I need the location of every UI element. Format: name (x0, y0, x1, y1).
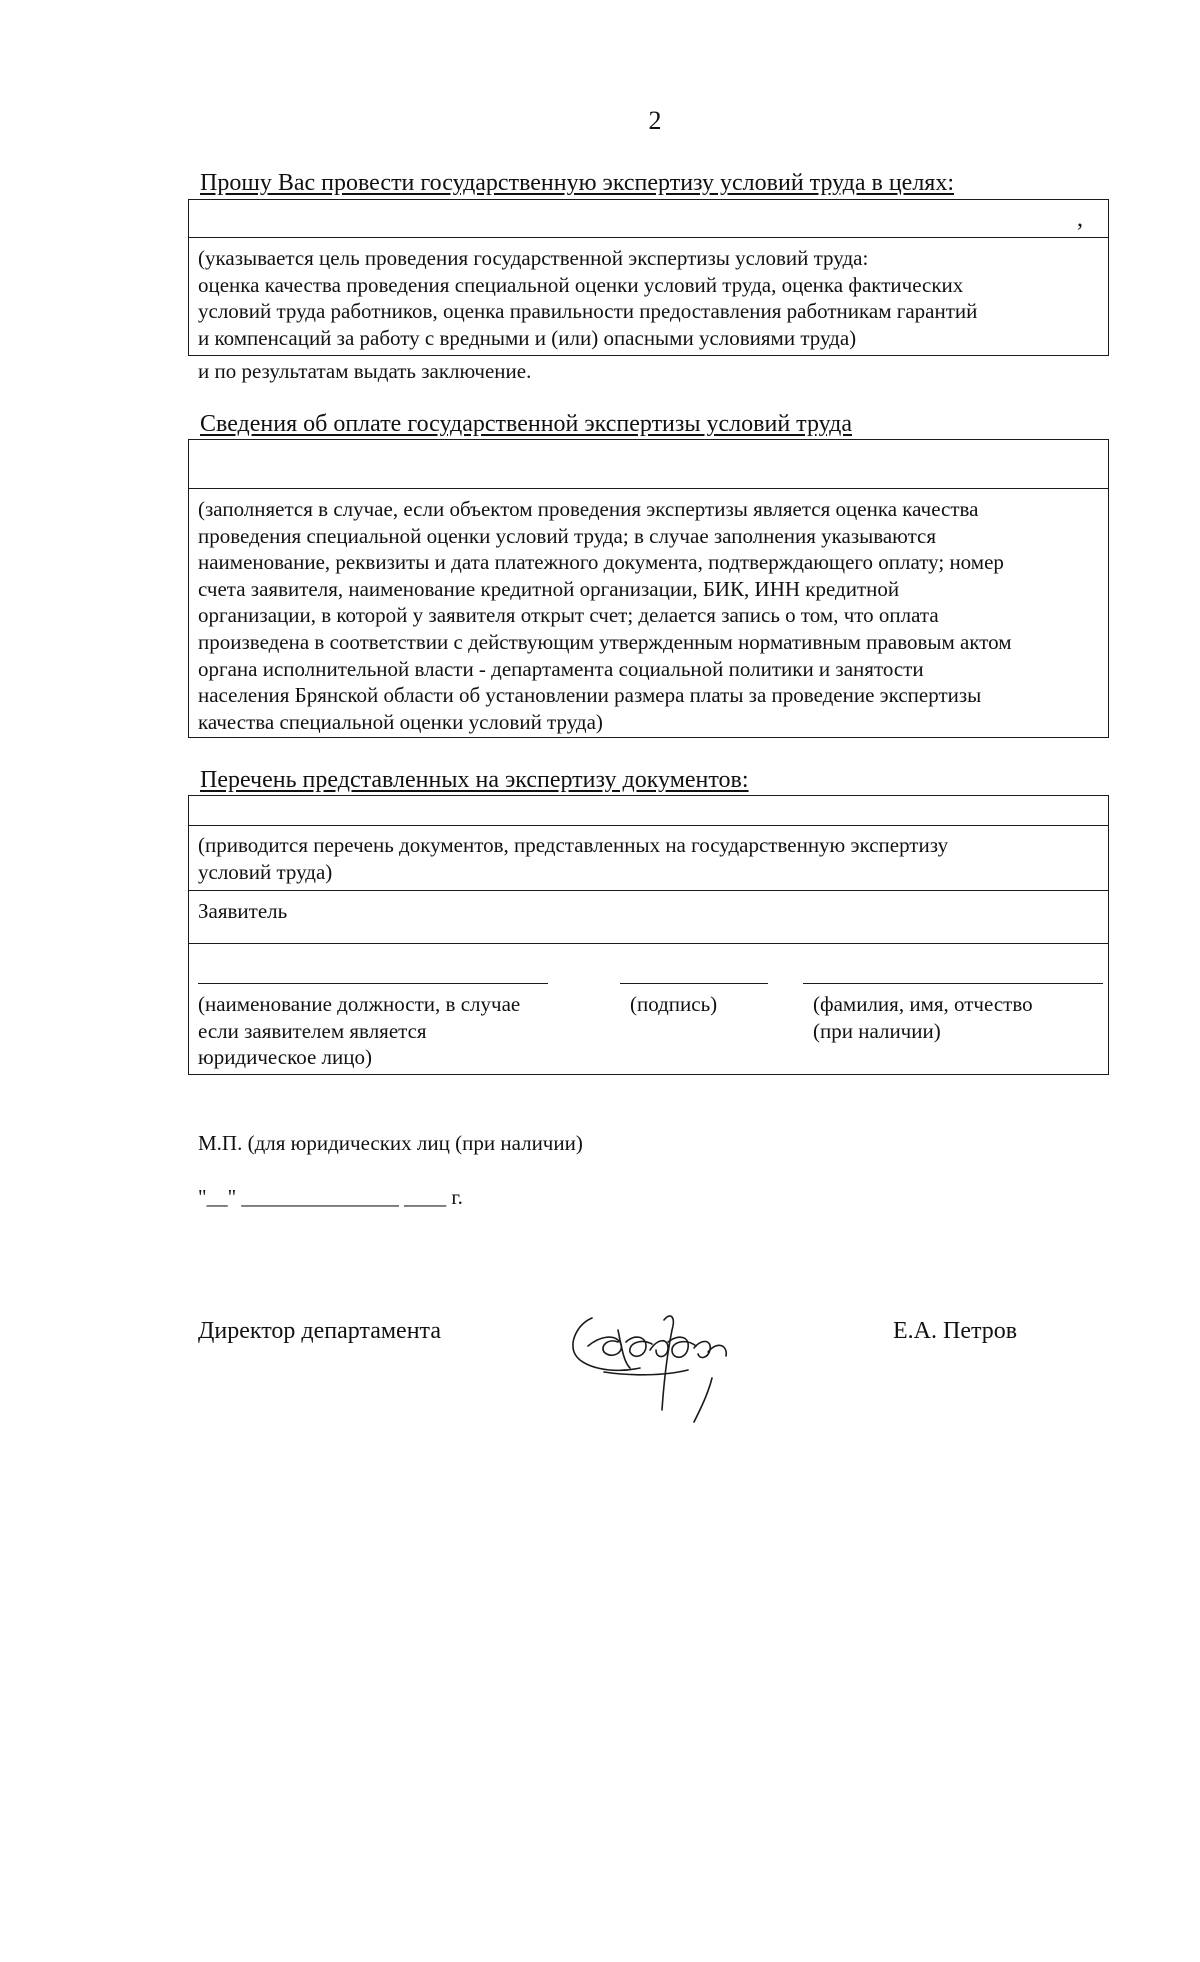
director-title: Директор департамента (198, 1318, 441, 1344)
payment-input-field[interactable] (190, 441, 1107, 487)
purpose-input-field[interactable] (189, 200, 1067, 238)
applicant-label: Заявитель (198, 899, 288, 923)
name-note: (фамилия, имя, отчество (при наличии) (813, 992, 1033, 1043)
name-line[interactable] (803, 983, 1103, 984)
page-number: 2 (648, 106, 662, 135)
applicant-divider-bottom (188, 943, 1109, 944)
handwritten-signature (560, 1290, 780, 1430)
stamp-text: М.П. (для юридических лиц (при наличии) (198, 1131, 583, 1155)
purpose-note: (указывается цель проведения государственной экспертизы условий труда: оценка качества проведения специальной оценки условий труда, оценка фактических условий труда работников, оценка правильности предоставления работникам гарантий и компенсаций за работу с вредными и (или) опасными условиями труда) (198, 246, 978, 350)
request-heading: Прошу Вас провести государственную экспертизу условий труда в целях: (200, 170, 955, 196)
position-note: (наименование должности, в случае если заявителем является юридическое лицо) (198, 992, 521, 1070)
applicant-divider-top (188, 890, 1109, 891)
date-line[interactable]: "__" _______________ ____ г. (198, 1185, 463, 1209)
payment-divider (188, 488, 1109, 489)
documents-heading: Перечень представленных на экспертизу документов: (200, 767, 749, 793)
purpose-divider (188, 237, 1109, 238)
conclusion-text: и по результатам выдать заключение. (198, 359, 532, 383)
position-line[interactable] (198, 983, 548, 984)
documents-input-field[interactable] (190, 797, 1107, 825)
purpose-comma: , (1077, 206, 1083, 232)
director-name: Е.А. Петров (893, 1318, 1018, 1344)
payment-heading: Сведения об оплате государственной экспертизы условий труда (200, 411, 852, 437)
documents-divider (188, 825, 1109, 826)
signature-note: (подпись) (630, 992, 718, 1016)
documents-note: (приводится перечень документов, представленных на государственную экспертизу условий труда) (198, 833, 949, 884)
payment-note: (заполняется в случае, если объектом проведения экспертизы является оценка качества проведения специальной оценки условий труда; в случае заполнения указываются наименование, реквизиты и дата платежного документа, подтверждающего оплату; номер счета заявителя, наименование кредитной организации, БИК, ИНН кредитной организации, в которой у заявителя открыт счет; делается запись о том, что оплата произведена в соответствии с действующим утвержденным нормативным правовым актом органа исполнительной власти - департамента социальной политики и занятости населения Брянской области об установлении размера платы за проведение экспертизы качества специальной оценки условий труда) (198, 497, 1012, 734)
signature-line[interactable] (620, 983, 768, 984)
